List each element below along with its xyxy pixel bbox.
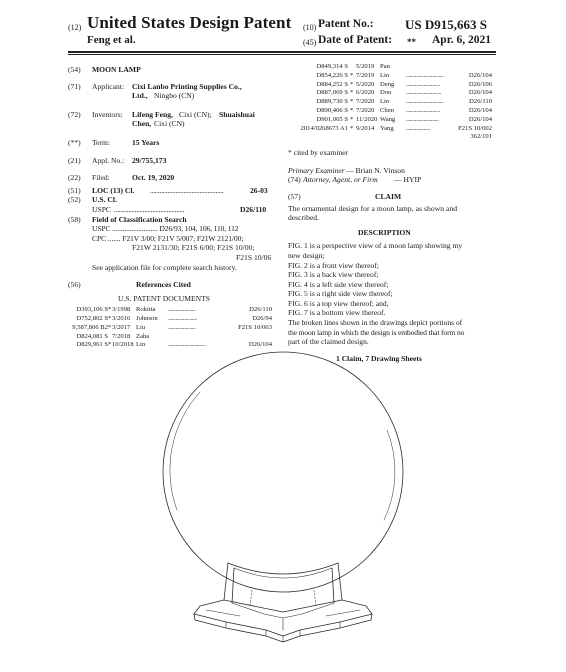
citation-dots: ....................... xyxy=(168,315,197,323)
term-label: Term: xyxy=(92,137,111,147)
citation-name: Zaha xyxy=(136,332,150,340)
field-search-cpc: CPC ....... F21V 3/00; F21V 5/007; F21W 2121/00; xyxy=(92,233,244,243)
moon-sphere-outline xyxy=(163,352,403,592)
citation-name: Deng xyxy=(380,80,395,88)
citation-name: Johnson xyxy=(136,315,158,323)
citation-class: D26/110 xyxy=(469,98,492,106)
code-12: (12) xyxy=(68,23,82,32)
inventor-2: Shuaishuai xyxy=(219,109,255,119)
loc-label: LOC (13) Cl. xyxy=(92,185,135,195)
primary-examiner-label: Primary Examiner xyxy=(288,165,345,175)
citation-flag: * xyxy=(108,306,112,314)
field-search-cpc-cont: F21W 2131/30; F21S 6/00; F21S 10/00; xyxy=(132,243,255,253)
citation-name: Dou xyxy=(380,89,392,97)
term-value: 15 Years xyxy=(132,137,160,147)
citation-dots: .............................. xyxy=(406,71,444,79)
search-history-note: See application file for complete search history. xyxy=(92,262,237,272)
inventor-short: Feng et al. xyxy=(87,34,136,46)
code-71: (71) xyxy=(68,81,81,91)
inventor-2-location: Cixi (CN) xyxy=(154,119,185,129)
patent-number: US D915,663 S xyxy=(405,17,487,32)
citation-flag: * xyxy=(350,98,354,106)
citation-number: D889,730 S xyxy=(316,98,348,106)
citation-flag: * xyxy=(108,315,112,323)
code-51: (51) xyxy=(68,185,81,195)
citation-date: 6/2020 xyxy=(356,89,375,97)
citation-flag: * xyxy=(350,115,354,123)
citation-number: D752,802 S xyxy=(76,315,108,323)
inventor-1: Lifeng Feng, xyxy=(132,109,173,119)
inventors-label: Inventors: xyxy=(92,109,123,119)
citation-flag: * xyxy=(108,323,112,331)
citation-number: D824,081 S xyxy=(76,332,108,340)
us-patent-documents-heading: U.S. PATENT DOCUMENTS xyxy=(118,293,210,303)
citation-dots: ........................... xyxy=(406,80,440,88)
citation-flag: * xyxy=(350,89,354,97)
citation-continuation: 362/101 xyxy=(470,133,492,141)
citation-date: 11/2020 xyxy=(356,115,378,123)
applicant-label: Applicant: xyxy=(92,81,125,91)
us-cl-dots: ............................................ xyxy=(114,204,185,214)
applicant-name: Cixi Lanbo Printing Supplies Co., xyxy=(132,81,242,91)
broken-lines-text-2: the moon lamp in which the design is embodied that form no xyxy=(288,327,465,337)
claim-count: 1 Claim, 7 Drawing Sheets xyxy=(336,353,422,363)
citation-class: D26/110 xyxy=(249,306,272,314)
claim-text-line-2: described. xyxy=(288,213,319,223)
citation-name: Pan xyxy=(380,63,390,70)
citation-date: 3/2016 xyxy=(112,315,131,323)
citation-number: D901,065 S xyxy=(316,115,348,123)
loc-value: 26-03 xyxy=(250,185,268,195)
figure-description: FIG. 4 is a left side view thereof; xyxy=(288,279,389,289)
date-of-patent: Apr. 6, 2021 xyxy=(432,34,491,46)
citation-number: 2014/0268673 A1 xyxy=(300,124,348,132)
citation-dots: ...................... xyxy=(168,323,196,331)
citation-dots: .............................. xyxy=(406,98,444,106)
broken-lines-text-1: The broken lines shown in the drawings depict portions of xyxy=(288,318,463,328)
inventor-2-cont: Chen, xyxy=(132,119,152,129)
citation-number: 9,587,806 B2 xyxy=(72,323,108,331)
citation-date: 7/2019 xyxy=(356,71,375,79)
citation-class: D26/94 xyxy=(252,315,272,323)
citation-flag: * xyxy=(350,124,354,132)
us-cl-value: D26/110 xyxy=(240,204,267,214)
citation-date: 3/1998 xyxy=(112,306,131,314)
field-search-uspc: USPC .......................... D26/93, 104, 106, 110, 112 xyxy=(92,224,239,234)
citation-dots: .............................. xyxy=(168,341,206,349)
code-term: (**) xyxy=(68,137,81,147)
citation-name: Lin xyxy=(380,71,390,79)
figure-description: FIG. 2 is a front view thereof; xyxy=(288,260,379,270)
us-cl-uspc-label: USPC xyxy=(92,204,111,214)
code-22: (22) xyxy=(68,173,81,183)
claim-text-line-1: The ornamental design for a moon lamp, as shown and xyxy=(288,203,458,213)
us-cl-label: U.S. Cl. xyxy=(92,195,117,205)
citation-dots: ............................ xyxy=(406,89,441,97)
stand-support-left-front xyxy=(224,563,228,600)
patent-number-label: Patent No.: xyxy=(318,18,374,30)
code-57: (57) xyxy=(288,191,301,201)
citation-class: F21S 10/002 xyxy=(458,124,492,132)
primary-examiner-name: — Brian N. Vinson xyxy=(346,165,405,175)
description-heading: DESCRIPTION xyxy=(358,227,411,237)
field-search-label: Field of Classification Search xyxy=(92,214,187,224)
stand-support-right-inner xyxy=(332,568,334,603)
citation-class: D26/104 xyxy=(468,106,492,114)
code-56: (56) xyxy=(68,280,81,290)
code-58: (58) xyxy=(68,214,81,224)
stand-support-back-right xyxy=(314,590,316,606)
citation-date: 9/2014 xyxy=(356,124,375,132)
date-of-patent-label: Date of Patent: xyxy=(318,34,393,46)
citation-number: D854,226 S xyxy=(316,71,348,79)
citation-flag: * xyxy=(350,80,354,88)
title-of-design: MOON LAMP xyxy=(92,65,141,74)
stand-cross-arms xyxy=(232,603,334,618)
figure-description: FIG. 5 is a right side view thereof; xyxy=(288,289,393,299)
figure-description: FIG. 6 is a top view thereof; and, xyxy=(288,298,389,308)
citation-flag: * xyxy=(108,341,112,349)
citation-name: Lin xyxy=(380,98,390,106)
citation-name: Chen xyxy=(380,106,394,114)
citation-number: D887,069 S xyxy=(316,89,348,97)
figure-description: new design; xyxy=(288,250,325,260)
citation-dots: ................... xyxy=(406,124,430,132)
citation-date: 7/2018 xyxy=(112,332,131,340)
code-10: (10) xyxy=(303,23,317,32)
appl-no-label: Appl. No.: xyxy=(92,155,125,165)
loc-dots: .............................................. xyxy=(150,185,224,195)
code-74: (74) xyxy=(288,175,301,185)
figure-description: FIG. 3 is a back view thereof; xyxy=(288,270,379,280)
code-72: (72) xyxy=(68,109,81,119)
citation-number: D849,314 S xyxy=(316,63,348,70)
citation-date: 3/2017 xyxy=(112,323,131,331)
citation-dots: ........................... xyxy=(406,106,440,114)
term-stars: ** xyxy=(407,37,416,47)
applicant-location: Ningbo (CN) xyxy=(154,91,195,101)
citation-class: D26/104 xyxy=(468,71,492,79)
citation-number: D393,106 S xyxy=(76,306,108,314)
citation-name: Rokitta xyxy=(136,306,156,314)
applicant-name-cont: Ltd., xyxy=(132,91,148,101)
claim-heading: CLAIM xyxy=(375,191,402,201)
figure-description: FIG. 7 is a bottom view thereof. xyxy=(288,308,386,318)
citation-date: 5/2020 xyxy=(356,80,375,88)
citation-name: Yang xyxy=(380,124,394,132)
citation-class: F21S 10/063 xyxy=(238,323,272,331)
inventor-1-location: Cixi (CN); xyxy=(179,109,212,119)
citation-date: 7/2020 xyxy=(356,106,375,114)
citation-class: D26/104 xyxy=(248,341,272,349)
patent-type-title: United States Design Patent xyxy=(87,13,292,32)
code-54: (54) xyxy=(68,65,81,74)
broken-lines-text-3: part of the claimed design. xyxy=(288,337,369,347)
filed-value: Oct. 19, 2020 xyxy=(132,173,175,183)
citation-date: 5/2019 xyxy=(356,63,375,70)
figure-description: FIG. 1 is a perspective view of a moon lamp showing my xyxy=(288,241,463,251)
code-45: (45) xyxy=(303,38,317,47)
sphere-highlight-left xyxy=(170,392,200,510)
appl-no-value: 29/755,173 xyxy=(132,155,167,165)
field-search-cpc-end: F21S 10/06 xyxy=(236,252,272,262)
code-52: (52) xyxy=(68,195,81,205)
citation-dots: ...................... xyxy=(168,306,196,314)
stand-support-left-inner xyxy=(232,568,234,603)
citation-number: D829,961 S xyxy=(76,341,108,349)
stand-cup-front xyxy=(228,563,338,574)
filed-label: Filed: xyxy=(92,173,110,183)
citation-class: D26/104 xyxy=(468,89,492,97)
attorney-name: — HYIP xyxy=(394,175,422,185)
citation-class: D26/104 xyxy=(468,115,492,123)
stand-support-right-front xyxy=(338,563,342,600)
citation-date: 7/2020 xyxy=(356,98,375,106)
citation-dots: .......................... xyxy=(406,115,439,123)
citation-name: Lin xyxy=(136,341,146,349)
code-21: (21) xyxy=(68,155,81,165)
citation-class: D26/106 xyxy=(468,80,492,88)
references-cited-label: References Cited xyxy=(136,280,191,290)
citation-name: Wang xyxy=(380,115,396,123)
attorney-label: Attorney, Agent, or Firm xyxy=(303,175,378,185)
citation-date: 10/2018 xyxy=(112,341,134,349)
citation-number: D884,252 S xyxy=(316,80,348,88)
cited-by-examiner: * cited by examiner xyxy=(288,148,349,158)
citation-number: D890,406 S xyxy=(316,106,348,114)
citation-name: Liu xyxy=(136,323,146,331)
citation-flag: * xyxy=(350,71,354,79)
stand-support-back-left xyxy=(250,590,252,606)
sphere-highlight-right xyxy=(384,430,395,520)
citation-flag: * xyxy=(350,106,354,114)
